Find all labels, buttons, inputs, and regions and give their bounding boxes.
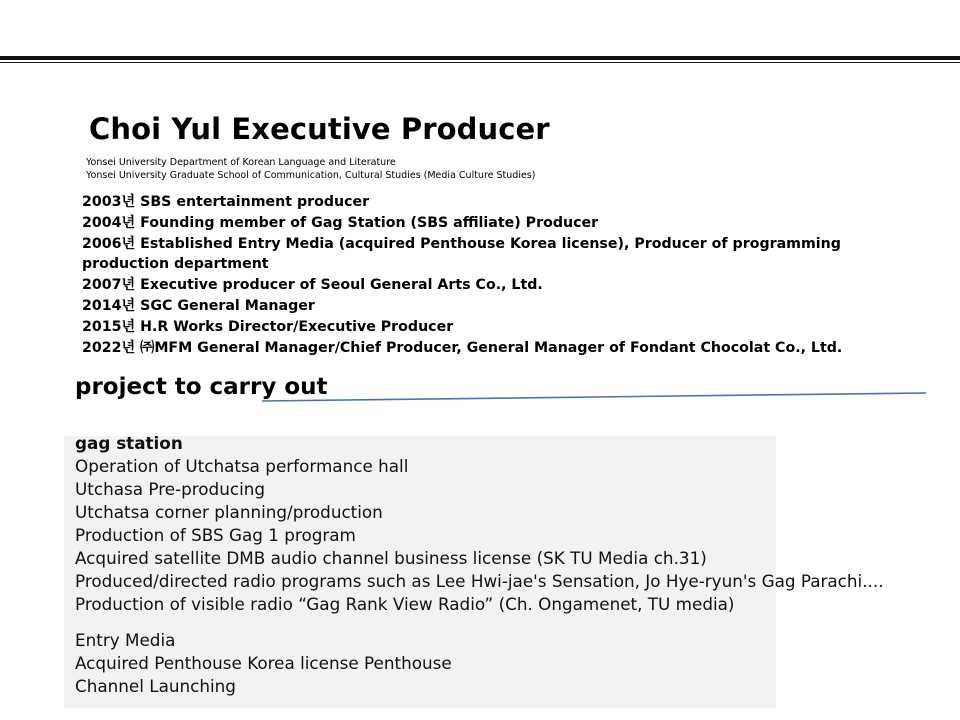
project-item: Produced/directed radio programs such as Lee Hwi-jae's Sensation, Jo Hye-ryun's Gag Parachi.... <box>75 571 884 591</box>
career-item: 2014년 SGC General Manager <box>82 297 315 314</box>
projects-heading: project to carry out <box>75 374 328 400</box>
page-title: Choi Yul Executive Producer <box>89 112 550 146</box>
project-item: Channel Launching <box>75 676 236 696</box>
project-item: Operation of Utchatsa performance hall <box>75 456 409 476</box>
project-item: Production of SBS Gag 1 program <box>75 525 356 545</box>
project-item: Utchatsa corner planning/production <box>75 502 383 522</box>
education-item: Yonsei University Graduate School of Communication, Cultural Studies (Media Culture Studies) <box>86 170 536 181</box>
career-item: 2003년 SBS entertainment producer <box>82 194 370 210</box>
career-item: 2022년 ㈜MFM General Manager/Chief Producer, General Manager of Fondant Chocolat Co., Ltd. <box>82 339 843 356</box>
project-item: Acquired satellite DMB audio channel business license (SK TU Media ch.31) <box>75 548 707 568</box>
project-group-title: gag station <box>75 433 183 453</box>
project-item: Production of visible radio “Gag Rank View Radio” (Ch. Ongamenet, TU media) <box>75 594 735 614</box>
education-item: Yonsei University Department of Korean Language and Literature <box>86 157 396 168</box>
project-item: Acquired Penthouse Korea license Penthouse <box>75 653 452 673</box>
career-item: 2004년 Founding member of Gag Station (SBS affiliate) Producer <box>82 214 599 231</box>
project-item: Utchasa Pre-producing <box>75 479 266 499</box>
project-group-title: Entry Media <box>75 630 176 650</box>
career-item: 2015년 H.R Works Director/Executive Producer <box>82 318 454 335</box>
career-item: 2006년 Established Entry Media (acquired Penthouse Korea license), Producer of programming production department <box>82 235 841 273</box>
projects-list <box>75 432 945 698</box>
career-item: 2007년 Executive producer of Seoul General Arts Co., Ltd. <box>82 277 543 294</box>
